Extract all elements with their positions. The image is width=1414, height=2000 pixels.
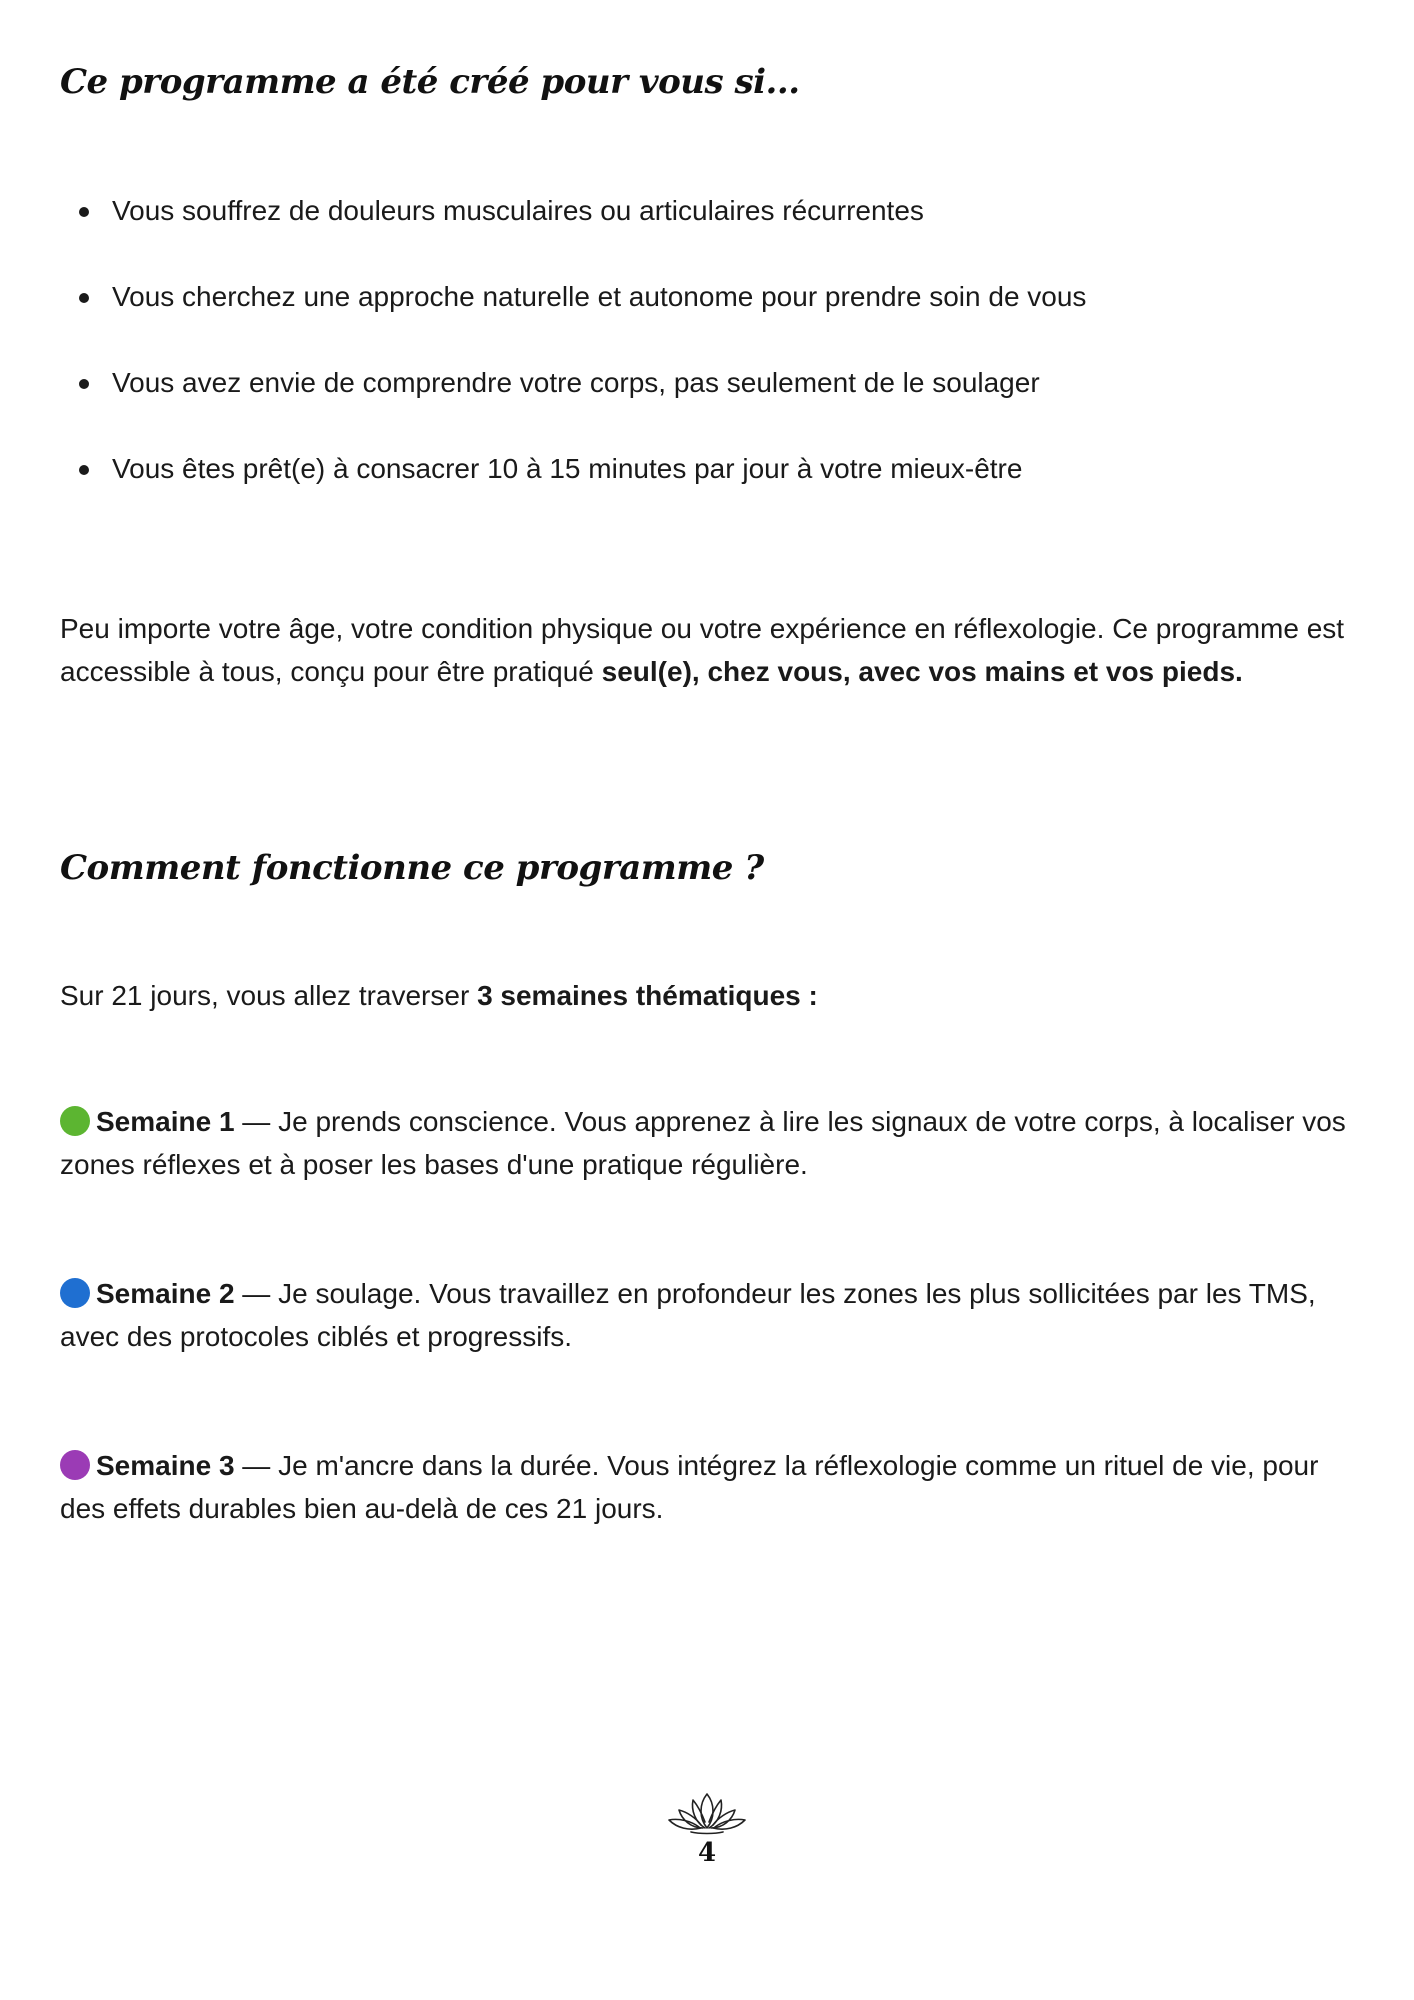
week-2-description <box>60 1272 1360 1358</box>
week-label: Semaine 2 <box>96 1278 235 1309</box>
paragraph-bold-text: seul(e), chez vous, avec vos mains et vos pieds. <box>601 656 1243 687</box>
bullet-dot-icon <box>79 207 89 217</box>
page-footer <box>657 1788 757 1868</box>
week-3-description <box>60 1444 1360 1530</box>
week-text: — Je soulage. Vous travaillez en profondeur les zones les plus sollicitées par les TMS, avec des protocoles ciblés et progressifs. <box>60 1278 1316 1352</box>
bullet-dot-icon <box>79 293 89 303</box>
bullet-dot-icon <box>79 379 89 389</box>
intro-text: Sur 21 jours, vous allez traverser <box>60 980 478 1011</box>
audience-list <box>60 185 1360 529</box>
list-item <box>60 357 1360 409</box>
list-item-text: Vous souffrez de douleurs musculaires ou articulaires récurrentes <box>112 195 924 226</box>
week-label: Semaine 1 <box>96 1106 235 1137</box>
list-item <box>60 271 1360 323</box>
purple-circle-icon <box>60 1450 90 1480</box>
list-item <box>60 185 1360 237</box>
bullet-dot-icon <box>79 465 89 475</box>
list-item <box>60 443 1360 495</box>
week-text: — Je prends conscience. Vous apprenez à lire les signaux de votre corps, à localiser vos zones réflexes et à poser les bases d'une pratique régulière. <box>60 1106 1346 1180</box>
program-intro <box>60 974 1360 1017</box>
list-item-text: Vous êtes prêt(e) à consacrer 10 à 15 minutes par jour à votre mieux-être <box>112 453 1023 484</box>
blue-circle-icon <box>60 1278 90 1308</box>
list-item-text: Vous cherchez une approche naturelle et autonome pour prendre soin de vous <box>112 281 1087 312</box>
accessibility-paragraph <box>60 607 1360 693</box>
week-label: Semaine 3 <box>96 1450 235 1481</box>
week-text: — Je m'ancre dans la durée. Vous intégrez la réflexologie comme un rituel de vie, pour des effets durables bien au-delà de ces 21 jours. <box>60 1450 1319 1524</box>
intro-bold-text: 3 semaines thématiques : <box>477 980 818 1011</box>
list-item-text: Vous avez envie de comprendre votre corps, pas seulement de le soulager <box>112 367 1040 398</box>
green-circle-icon <box>60 1106 90 1136</box>
section-title-audience: Ce programme a été créé pour vous si... <box>60 62 800 102</box>
week-1-description <box>60 1100 1360 1186</box>
section-title-how-it-works: Comment fonctionne ce programme ? <box>60 848 764 888</box>
paragraph-text: Peu importe votre âge, votre condition physique ou votre expérience en réflexologie. Ce programme est accessible à tous, conçu pour être pratiqué <box>60 613 1345 687</box>
lotus-icon <box>665 1788 749 1836</box>
page-number: 4 <box>697 1838 717 1868</box>
